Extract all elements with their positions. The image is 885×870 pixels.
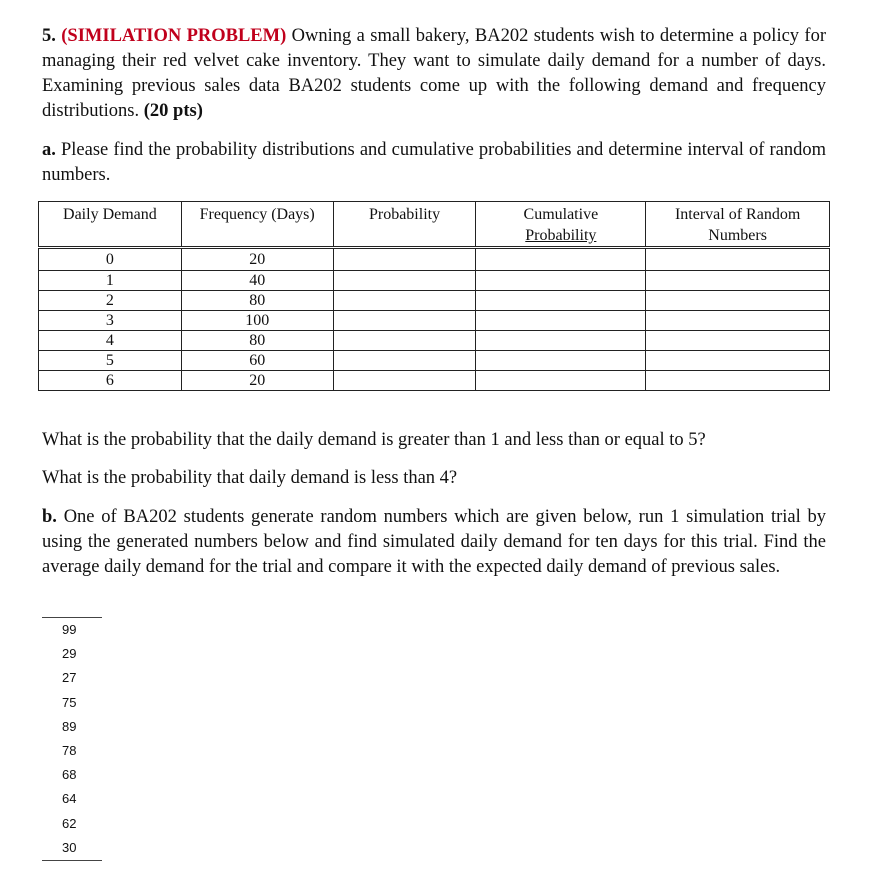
- part-b-text: One of BA202 students generate random numbers which are given below, run 1 simulation trial by using the generated numbers below and find simulated daily demand for ten days for this trial. Find the average daily demand for the trial and compare it with the expected daily demand of previous sales.: [42, 507, 826, 577]
- interval-cell[interactable]: [646, 291, 830, 311]
- problem-statement: [42, 24, 826, 124]
- header-probability: Probability: [333, 202, 476, 248]
- header-interval-line1: Interval of Random: [674, 206, 801, 223]
- random-number: 89: [62, 718, 77, 734]
- random-number: 78: [62, 742, 77, 758]
- demand-cell: 1: [39, 271, 182, 291]
- interval-cell[interactable]: [646, 311, 830, 331]
- problem-tag: (SIMILATION PROBLEM): [61, 26, 287, 46]
- random-number: 62: [62, 815, 77, 831]
- probability-cell[interactable]: [333, 271, 476, 291]
- frequency-cell: 60: [181, 351, 333, 371]
- cumulative-cell[interactable]: [476, 351, 646, 371]
- demand-cell: 4: [39, 331, 182, 351]
- bottom-rule: [42, 860, 102, 861]
- header-interval: [646, 202, 830, 248]
- demand-cell: 0: [39, 248, 182, 271]
- problem-number: 5.: [42, 26, 56, 46]
- header-cumulative-line2: Probability: [525, 227, 597, 244]
- demand-cell: 3: [39, 311, 182, 331]
- cumulative-cell[interactable]: [476, 291, 646, 311]
- random-numbers-column: [42, 617, 102, 861]
- random-numbers-list: [42, 618, 102, 860]
- cumulative-cell[interactable]: [476, 248, 646, 271]
- table-header-row: [39, 202, 830, 248]
- table-row: [39, 248, 830, 271]
- problem-points: (20 pts): [143, 101, 203, 121]
- random-number: 27: [62, 670, 77, 686]
- random-number: 99: [62, 622, 77, 637]
- problem-text: Owning a small bakery, BA202 students wish to determine a policy for managing their red velvet cake inventory. They want to simulate daily demand for a number of days. Examining previous sales data BA202 students come up with the following demand and frequency distributions.: [42, 26, 827, 121]
- frequency-cell: 100: [181, 311, 333, 331]
- part-a: [42, 138, 826, 188]
- header-interval-line2: Numbers: [708, 227, 767, 244]
- table-row: [39, 271, 830, 291]
- part-b: [42, 505, 826, 580]
- table-row: [39, 311, 830, 331]
- random-number: 75: [62, 694, 77, 710]
- random-number: 68: [62, 767, 77, 783]
- probability-cell[interactable]: [333, 371, 476, 391]
- probability-cell[interactable]: [333, 248, 476, 271]
- interval-cell[interactable]: [646, 331, 830, 351]
- table-row: [39, 331, 830, 351]
- interval-cell[interactable]: [646, 351, 830, 371]
- random-number: 29: [62, 646, 77, 662]
- interval-cell[interactable]: [646, 248, 830, 271]
- header-cumulative: [476, 202, 646, 248]
- interval-cell[interactable]: [646, 371, 830, 391]
- question-1: What is the probability that the daily demand is greater than 1 and less than or equal to 5?: [42, 430, 706, 450]
- header-frequency: Frequency (Days): [181, 202, 333, 248]
- probability-cell[interactable]: [333, 311, 476, 331]
- frequency-table: [38, 201, 830, 391]
- cumulative-cell[interactable]: [476, 271, 646, 291]
- random-number: 64: [62, 791, 77, 807]
- frequency-cell: 20: [181, 371, 333, 391]
- cumulative-cell[interactable]: [476, 311, 646, 331]
- demand-cell: 5: [39, 351, 182, 371]
- table-row: [39, 351, 830, 371]
- header-daily-demand: Daily Demand: [39, 202, 182, 248]
- demand-cell: 2: [39, 291, 182, 311]
- part-b-label: b.: [42, 507, 57, 527]
- frequency-cell: 40: [181, 271, 333, 291]
- table-row: [39, 291, 830, 311]
- frequency-cell: 20: [181, 248, 333, 271]
- part-a-label: a.: [42, 140, 56, 160]
- table-row: [39, 371, 830, 391]
- demand-cell: 6: [39, 371, 182, 391]
- probability-cell[interactable]: [333, 351, 476, 371]
- probability-cell[interactable]: [333, 291, 476, 311]
- part-a-text: Please find the probability distributions and cumulative probabilities and determine interval of random numbers.: [42, 140, 827, 185]
- random-number: 30: [62, 839, 77, 855]
- header-cumulative-line1: Cumulative: [523, 206, 599, 223]
- cumulative-cell[interactable]: [476, 331, 646, 351]
- interval-cell[interactable]: [646, 271, 830, 291]
- cumulative-cell[interactable]: [476, 371, 646, 391]
- question-2: What is the probability that daily demand is less than 4?: [42, 468, 458, 488]
- probability-cell[interactable]: [333, 331, 476, 351]
- frequency-cell: 80: [181, 291, 333, 311]
- frequency-cell: 80: [181, 331, 333, 351]
